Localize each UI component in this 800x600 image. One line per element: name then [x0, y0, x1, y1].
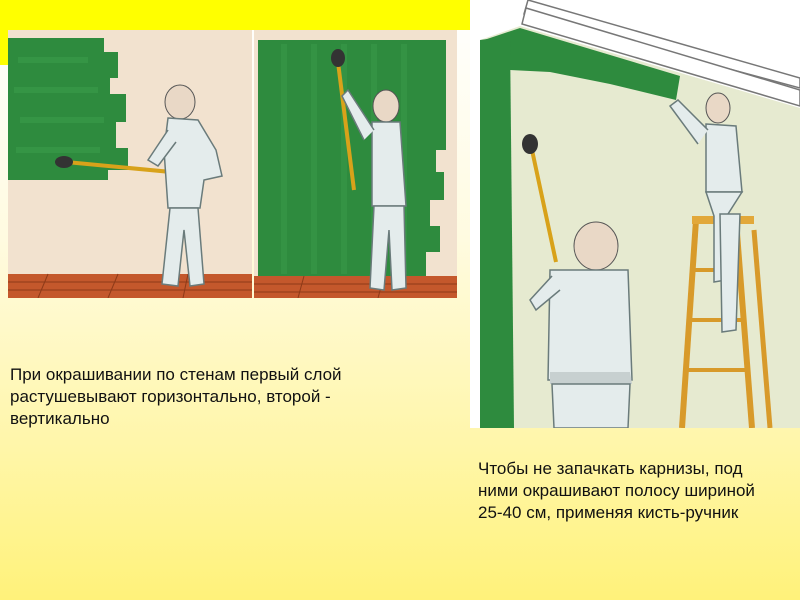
roller-vertical-painting-illustration — [254, 30, 457, 298]
caption-cornice-brush: Чтобы не запачкать карнизы, под ними окрашивают полосу шириной 25-40 см, применяя кисть-ручник — [478, 459, 755, 522]
yellow-accent-bar — [0, 0, 525, 30]
caption-horizontal-vertical-layers: При окрашивании по стенам первый слой растушевывают горизонтально, второй - вертикально — [10, 365, 342, 428]
ceiling-edge-brush-painting-illustration — [470, 0, 800, 428]
roller-horizontal-painting-illustration — [8, 30, 252, 298]
